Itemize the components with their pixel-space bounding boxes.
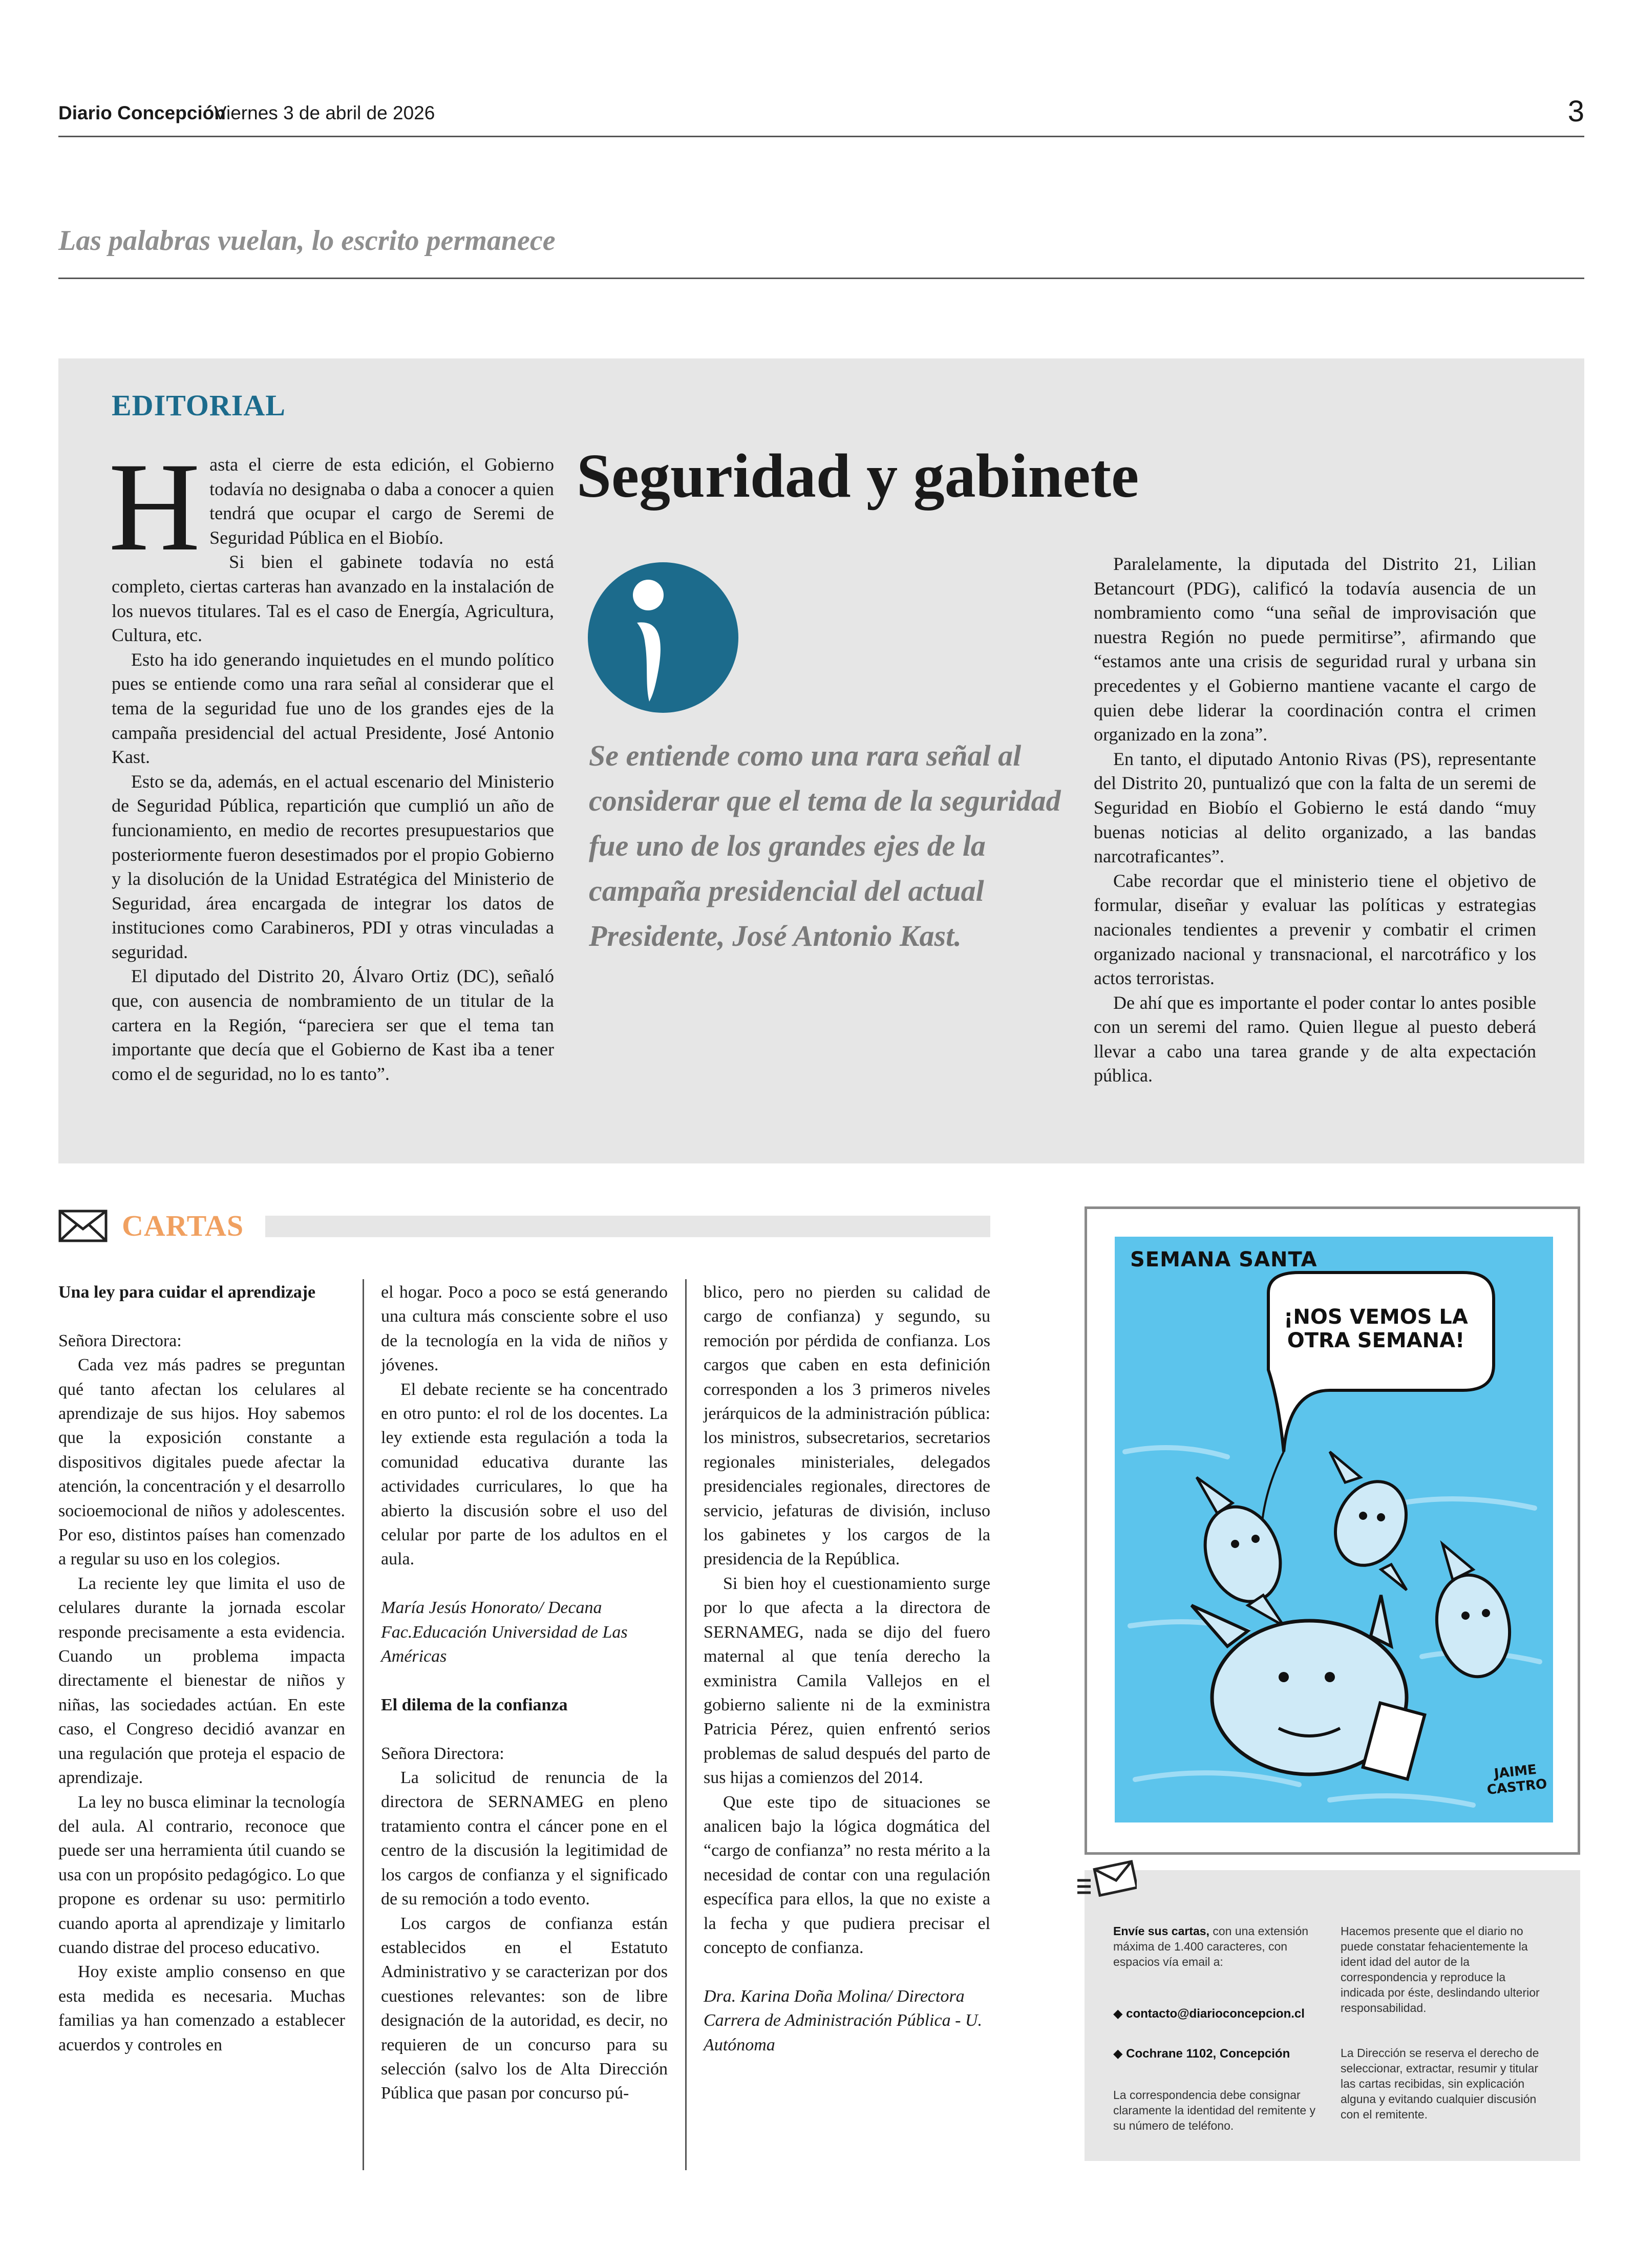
contact-instructions: Envíe sus cartas, con una extensión máxima de 1.400 caracteres, con espacios vía email a:: [1113, 1924, 1309, 1968]
cartoon-illustration: [1115, 1237, 1553, 1822]
letter-signature: Dra. Karina Doña Molina/ Directora Carrera de Administración Pública - U. Autónoma: [704, 1986, 982, 2054]
letter-paragraph: Si bien hoy el cuestionamiento surge por lo que afecta a la directora de SERNAMEG, nada se dijo del fuero maternal al que tenía derecho la exministra Camila Vallejos en el gobierno saliente ni de la exministra Patricia Pérez, quien enfrentó serios problemas de salud después del parto de sus hijas a comienzos del 2014.: [704, 1574, 990, 1788]
contact-consign-note: La correspondencia debe consignar claramente la identidad del remitente y su número de teléfono.: [1113, 2088, 1316, 2132]
editorial-column-1: [109, 436, 554, 1086]
envelope-icon: [58, 1210, 108, 1242]
cartoon-speech: ¡NOS VEMOS LA OTRA SEMANA!: [1284, 1305, 1468, 1352]
cartas-header-bar: [265, 1216, 990, 1237]
letter-paragraph: el hogar. Poco a poco se está generando una cultura más consciente sobre el uso de la tecnología en la vida de niños y jóvenes.: [381, 1283, 668, 1375]
column-divider: [685, 1279, 687, 2170]
editorial-paragraph: De ahí que es importante el poder contar lo antes posible con un seremi del ramo. Quien llegue al puesto deberá llevar a cabo una tarea grande y de alta expectación pública.: [1094, 992, 1536, 1086]
fish-3: [1429, 1544, 1518, 1683]
letters-column-2: [381, 1280, 668, 2106]
contact-address: ◆ Cochrane 1102, Concepción: [1113, 2047, 1290, 2061]
letter-salutation: Señora Directora:: [58, 1331, 182, 1350]
column-divider: [363, 1279, 364, 2170]
tagline-divider: [58, 278, 1584, 279]
letter-paragraph: La reciente ley que limita el uso de celulares durante la jornada escolar responde precisamente a esta evidencia. Cuando un problema impacta directamente el bienestar de niños y niñas, las sociedades actúan. En este caso, el Congreso decidió avanzar en una regulación que proteja el espacio de aprendizaje.: [58, 1574, 345, 1788]
letter-paragraph: La ley no busca eliminar la tecnología del aula. Al contrario, reconoce que puede ser una herramienta útil cuando se usa con un propósito pedagógico. Lo que propone es ordenar su uso: permitirlo cuando aporta al aprendizaje y limitarlo cuando distrae del proceso educativo.: [58, 1792, 345, 1957]
editorial-paragraph: Paralelamente, la diputada del Distrito 21, Lilian Betancourt (PDG), calificó la todavía ausencia de un nombramiento como “una señal de improvisación que nuestra Región no puede permitirse”, afirmando que “estamos ante una crisis de seguridad rural y urbana sin precedentes y el Gobierno mantiene vacante el cargo de quien debe liderar la coordinación contra el crimen organizado en la zona”.: [1094, 554, 1536, 745]
editorial-paragraph: En tanto, el diputado Antonio Rivas (PS), representante del Distrito 20, puntualizó que con la falta de un seremi de Seguridad en Biobío el Gobierno le está dando “muy buenas noticias al delito organizado, a las bandas narcotraficantes”.: [1094, 748, 1536, 867]
letter-signature: María Jesús Honorato/ Decana Fac.Educación Universidad de Las Américas: [381, 1598, 628, 1666]
cartas-header: [58, 1207, 990, 1243]
editorial-paragraph: Esto se da, además, en el actual escenario del Ministerio de Seguridad Pública, repartición que cumplió un año de funcionamiento, en medio de recortes presupuestarios que posteriormente fueron desestimados por el propio Gobierno y la disolución de la Unidad Estratégica del Ministerio de Seguridad, área encargada de integrar los datos de instituciones como Carabineros, PDI y otras vinculadas a seguridad.: [112, 771, 554, 962]
editorial-column-3: [1094, 552, 1536, 1088]
envelope-icon: [1075, 1856, 1137, 1897]
info-icon: [588, 562, 738, 713]
editorial-label: EDITORIAL: [112, 389, 286, 422]
letter-paragraph: La solicitud de renuncia de la directora de SERNAMEG en pleno tratamiento contra el cáncer pone en el centro de la discusión la legitimidad de los cargos de confianza y el significado de su remoción a todo evento.: [381, 1768, 668, 1909]
letter-paragraph: Cada vez más padres se preguntan qué tanto afectan los celulares al aprendizaje de sus hijos. Hoy sabemos que la exposición constante a dispositivos digitales puede afectar la atención, la concentración y el desarrollo socioemocional de niños y adolescentes. Por eso, distintos países han comenzado a regular su uso en los colegios.: [58, 1355, 345, 1569]
editorial-paragraph: Si bien el gabinete todavía no está completo, ciertas carteras han avanzado en la instalación de los nuevos titulares. Tal es el caso de Energía, Agricultura, Cultura, etc.: [112, 552, 554, 646]
cartoon-signature: JAIME CASTRO: [1486, 1762, 1548, 1798]
section-tagline: Las palabras vuelan, lo escrito permanece: [58, 225, 556, 257]
cartoon-title: SEMANA SANTA: [1130, 1248, 1318, 1271]
editorial-pull-quote: Se entiende como una rara señal al considerar que el tema de la seguridad fue uno de los grandes ejes de la campaña presidencial del actual Presidente, José Antonio Kast.: [589, 739, 1061, 952]
newspaper-brand: Diario Concepción: [58, 102, 226, 123]
fish-2: [1322, 1452, 1419, 1590]
editorial-paragraph: El diputado del Distrito 20, Álvaro Ortiz (DC), señaló que, con ausencia de nombramiento de un titular de la cartera en la Región, “pareciera ser que el tema tan importante que decía que el Gobierno de Kast iba a tener como el de seguridad, no lo es tanto”.: [112, 966, 554, 1084]
contact-notice-1: Hacemos presente que el diario no puede constatar fehacientemente la ident idad del autor de la correspondencia y reproduce la indicada por éste, deslindando ulterior responsabilidad.: [1341, 1924, 1540, 2015]
editorial-paragraph: Cabe recordar que el ministerio tiene el objetivo de formular, diseñar y evaluar las políticas y estrategias nacionales tendientes a prevenir y combatir el crimen organizado nacional y transnacional, el narcotráfico y los actos terroristas.: [1094, 870, 1536, 989]
letters-column-1: [58, 1280, 345, 2057]
editorial-panel: [58, 358, 1584, 1163]
letter-title: Una ley para cuidar el aprendizaje: [58, 1283, 316, 1302]
letter-paragraph: Que este tipo de situaciones se analicen bajo la lógica dogmática del “cargo de confianza” no resta mérito a la necesidad de contar con una regulación específica para ellos, la que no existe a la fecha y que pudiera precisar el concepto de confianza.: [704, 1792, 990, 1957]
letter-paragraph: Los cargos de confianza están establecidos en el Estatuto Administrativo y se caracterizan por dos cuestiones relevantes: son de libre designación de la autoridad, es decir, no requieren de un concurso para su selección (salvo los de Alta Dirección Pública que pasan por concurso pú-: [381, 1914, 668, 2103]
letter-paragraph: El debate reciente se ha concentrado en otro punto: el rol de los docentes. La ley extiende esta regulación a toda la comunidad educativa durante las actividades curriculares, lo que ha abierto la discusión sobre el uso del celular por parte de los adultos en el aula.: [381, 1380, 668, 1569]
letters-contact-box: [1085, 1870, 1580, 2161]
letter-paragraph: Hoy existe amplio consenso en que esta medida es necesaria. Muchas familias ya han comenzado a establecer acuerdos y controles en: [58, 1962, 345, 2054]
issue-date: Viernes 3 de abril de 2026: [214, 102, 435, 123]
editorial-paragraph: Esto ha ido generando inquietudes en el mundo político pues se entiende como una rara señal al considerar que el tema de la seguridad fue uno de los grandes ejes de la campaña presidencial del actual Presidente, José Antonio Kast.: [112, 649, 554, 768]
cartoon-frame: [1085, 1206, 1580, 1855]
editorial-paragraph: Hasta el cierre de esta edición, el Gobierno todavía no designaba o daba a conocer a quien tendrá que ocupar el cargo de Seremi de Seguridad Pública en el Biobío.: [109, 436, 554, 577]
page-header: [58, 95, 1584, 137]
editorial-title: Seguridad y gabinete: [577, 441, 1139, 511]
cartas-label: CARTAS: [122, 1209, 244, 1242]
page-number: 3: [1567, 95, 1584, 128]
contact-email[interactable]: ◆ contacto@diarioconcepcion.cl: [1113, 2007, 1305, 2021]
letter-paragraph: blico, pero no pierden su calidad de cargo de confianza) y segundo, su remoción por pérdida de confianza. Los cargos que caben en esta definición corresponden a los 3 primeros niveles jerárquicos de la administración pública: los ministros, subsecretarios, secretarios regionales ministeriales, delegados presidenciales regionales, directores de servicio, jefaturas de división, incluso los gabinetes y los cargos de la presidencia de la República.: [704, 1283, 990, 1569]
letters-column-3: [704, 1280, 990, 2057]
fish-big: [1192, 1595, 1425, 1779]
letter-salutation: Señora Directora:: [381, 1744, 504, 1763]
contact-notice-2: La Dirección se reserva el derecho de seleccionar, extractar, resumir y titular las cartas recibidas, sin explicación alguna y evitando cualquier discusión con el remitente.: [1341, 2046, 1539, 2121]
letter-title: El dilema de la confianza: [381, 1695, 568, 1714]
dropcap: H: [109, 436, 201, 577]
fish-1: [1193, 1477, 1293, 1626]
